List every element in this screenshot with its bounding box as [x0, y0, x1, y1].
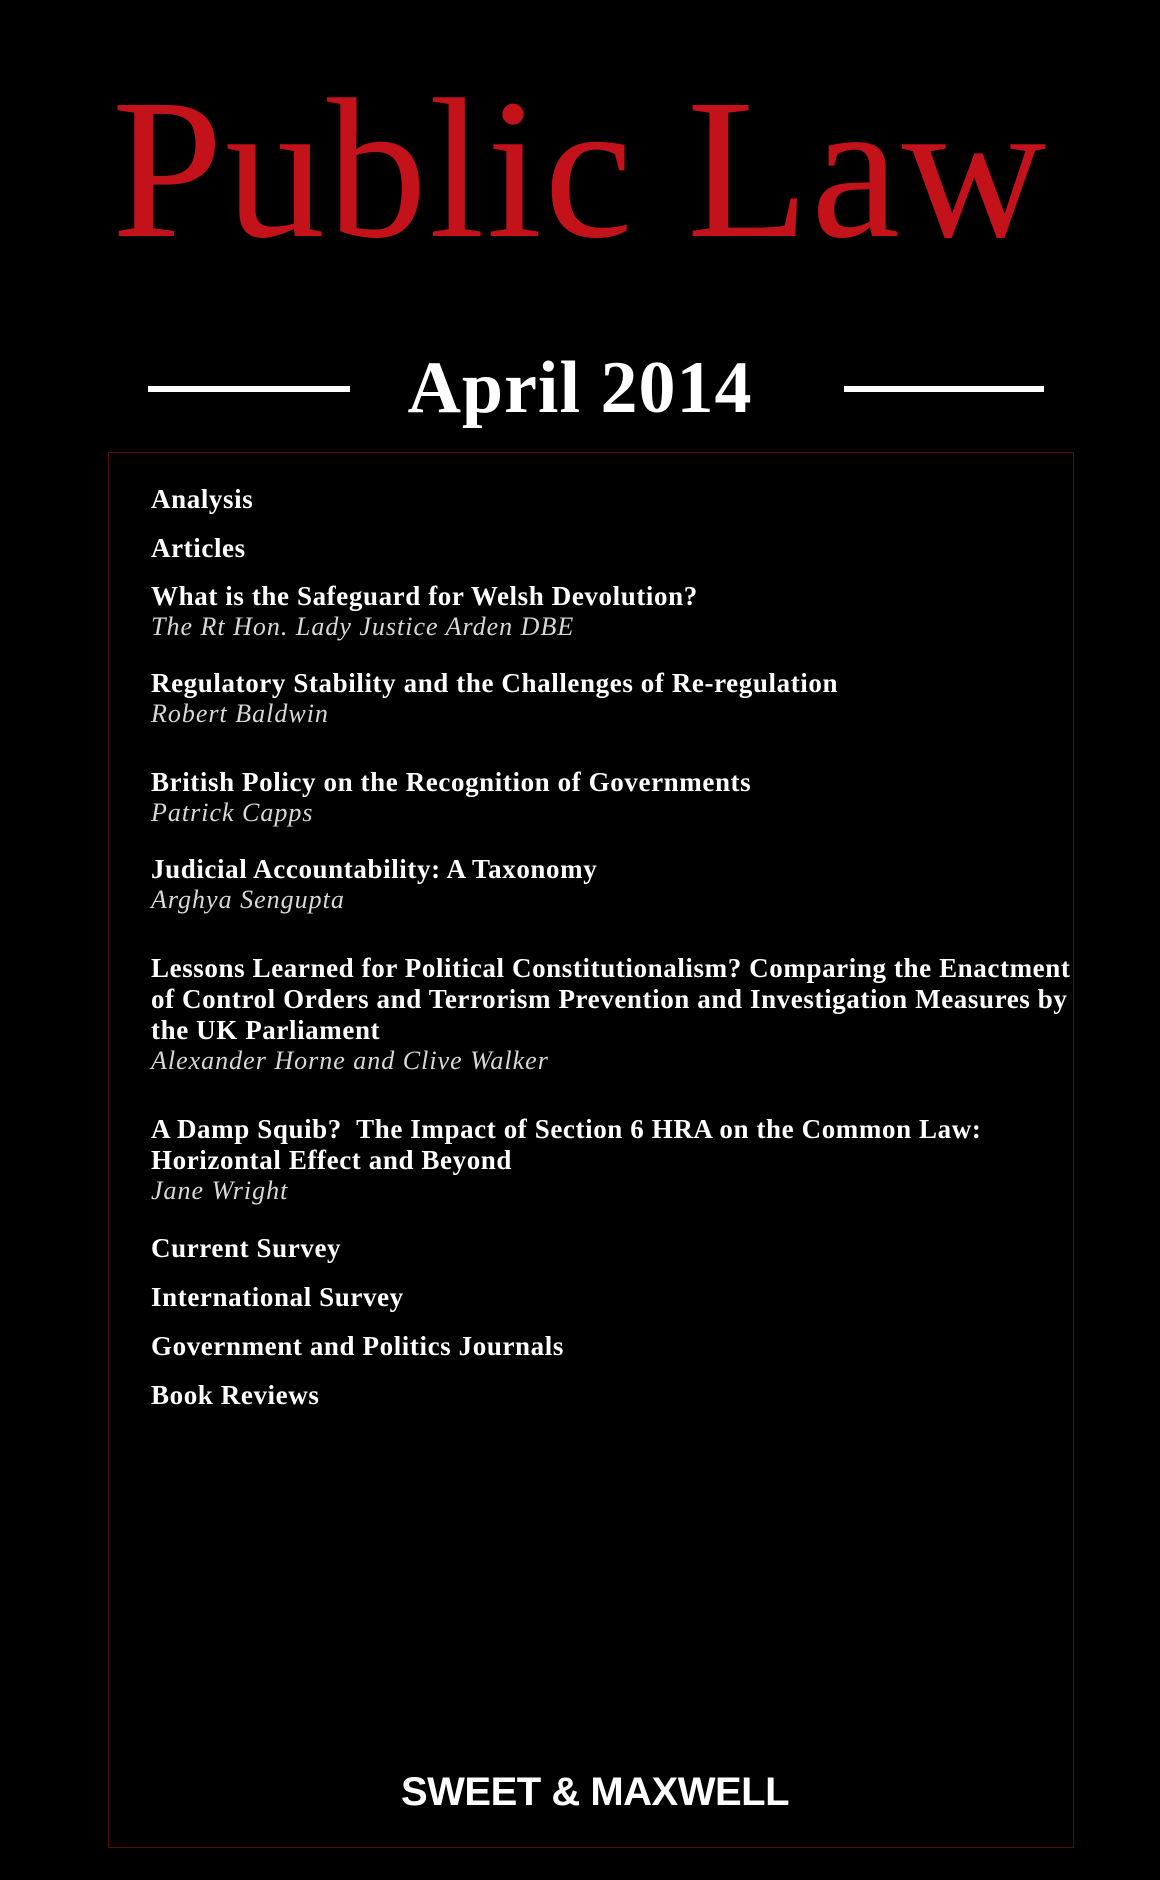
article-author: The Rt Hon. Lady Justice Arden DBE	[151, 612, 575, 641]
article-author: Patrick Capps	[151, 798, 314, 827]
contents-item	[151, 1114, 1071, 1206]
section-title: Book Reviews	[151, 1380, 320, 1410]
article-title: Regulatory Stability and the Challenges of Re-regulation	[151, 668, 839, 698]
issue-date: April 2014	[407, 347, 753, 429]
article-author: Jane Wright	[151, 1176, 289, 1205]
article-title: A Damp Squib? The Impact of Section 6 HRA on the Common Law: Horizontal Effect and Beyond	[151, 1114, 989, 1175]
section-title: Government and Politics Journals	[151, 1331, 564, 1361]
section-title: Analysis	[151, 484, 254, 514]
article-title: British Policy on the Recognition of Governments	[151, 767, 752, 797]
journal-title: Public Law	[111, 59, 1049, 280]
article-author: Alexander Horne and Clive Walker	[151, 1046, 549, 1075]
article-author: Arghya Sengupta	[151, 885, 345, 914]
right-rule	[844, 386, 1044, 392]
contents-item	[151, 1232, 1071, 1265]
contents-item	[151, 668, 1071, 729]
contents-item	[151, 1379, 1071, 1412]
publisher-logo: SWEET & MAXWELL	[400, 1770, 790, 1814]
contents-item	[151, 1281, 1071, 1314]
contents-item	[151, 854, 1071, 915]
section-title: Articles	[151, 533, 246, 563]
section-title: International Survey	[151, 1282, 404, 1312]
contents-item	[151, 1330, 1071, 1363]
article-title: What is the Safeguard for Welsh Devolution?	[151, 581, 698, 611]
article-title: Lessons Learned for Political Constitutionalism? Comparing the Enactment of Control Orders and Terrorism Prevention and Investigation Measures by the UK Parliament	[151, 953, 1071, 1045]
contents-item	[151, 532, 1071, 565]
issue-banner	[0, 338, 1160, 438]
contents-item	[151, 483, 1071, 516]
contents-box	[108, 452, 1074, 1848]
section-title: Current Survey	[151, 1233, 342, 1263]
article-author: Robert Baldwin	[151, 699, 329, 728]
contents-item	[151, 581, 1071, 642]
article-title: Judicial Accountability: A Taxonomy	[151, 854, 598, 884]
contents-item	[151, 953, 1071, 1076]
contents-item	[151, 767, 1071, 828]
table-of-contents	[151, 483, 1071, 1428]
